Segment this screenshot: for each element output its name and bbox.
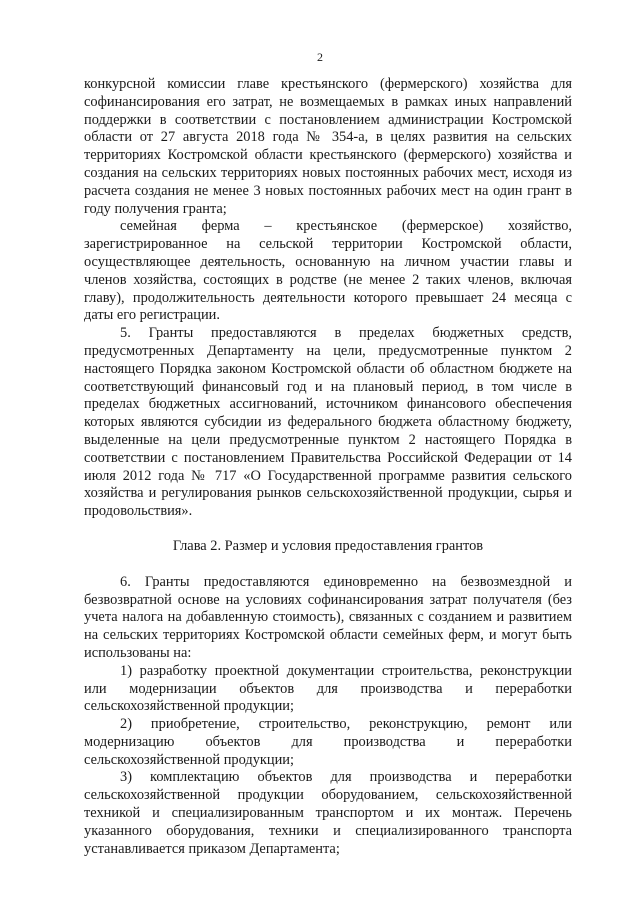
list-item-1: 1) разработку проектной документации строительства, реконструкции или модернизации объектов для производства и переработки сельскохозяйственной продукции; [84,662,572,715]
page-number: 2 [317,50,323,64]
list-item-2: 2) приобретение, строительство, реконструкцию, ремонт или модернизацию объектов для производства и переработки сельскохозяйственной продукции; [84,716,572,768]
chapter-heading: Глава 2. Размер и условия предоставления грантов [172,537,484,554]
paragraph-item-5: 5. Гранты предоставляются в пределах бюджетных средств, предусмотренных Департаменту на цели, предусмотренные пунктом 2 настоящего Порядка законом Костромской области об областном бюджете на соответствующий финансовый год и на плановый период, в том числе в пределах бюджетных ассигнований, источником финансового обеспечения которых являются субсидии из федерального бюджета областному бюджету, выделенные на цели предусмотренные пунктом 2 настоящего Порядка в соответствии с постановлением Правительства Российской Федерации от 14 июля 2012 года № 717 «О Государственной программе развития сельского хозяйства и регулирования рынков сельскохозяйственной продукции, сырья и продовольствия». [84,325,572,520]
list-item-3: 3) комплектацию объектов для производства и переработки сельскохозяйственной продукции оборудованием, сельскохозяйственной техникой и специализированным транспортом и их монтаж. Перечень указанного оборудования, техники и специализированного транспорта устанавливается приказом Департамента; [84,769,572,857]
paragraph-item-6: 6. Гранты предоставляются единовременно на безвозмездной и безвозвратной основе на условиях софинансирования затрат получателя (без учета налога на добавленную стоимость), связанных с созданием и развитием на сельских территориях Костромской области семейных ферм, и могут быть использованы на: [84,573,572,661]
document-body [84,76,572,858]
paragraph-commission-grant: конкурсной комиссии главе крестьянского (фермерского) хозяйства для софинансирования его затрат, не возмещаемых в рамках иных направлений поддержки в соответствии с постановлением администрации Костромской области от 27 августа 2018 года № 354-а, в целях развития на сельских территориях Костромской области крестьянского (фермерского) хозяйства и создания на сельских территориях новых постоянных рабочих мест, исходя из расчета создания не менее 3 новых постоянных рабочих мест на один грант в году получения гранта; [84,76,572,217]
paragraph-family-farm-definition: семейная ферма – крестьянское (фермерское) хозяйство, зарегистрированное на сельской территории Костромской области, осуществляющее деятельность, основанную на личном участии главы и членов хозяйства, состоящих в родстве (не менее 2 таких членов, включая главу), продолжительность деятельности которого превышает 24 месяца с даты его регистрации. [84,218,572,324]
